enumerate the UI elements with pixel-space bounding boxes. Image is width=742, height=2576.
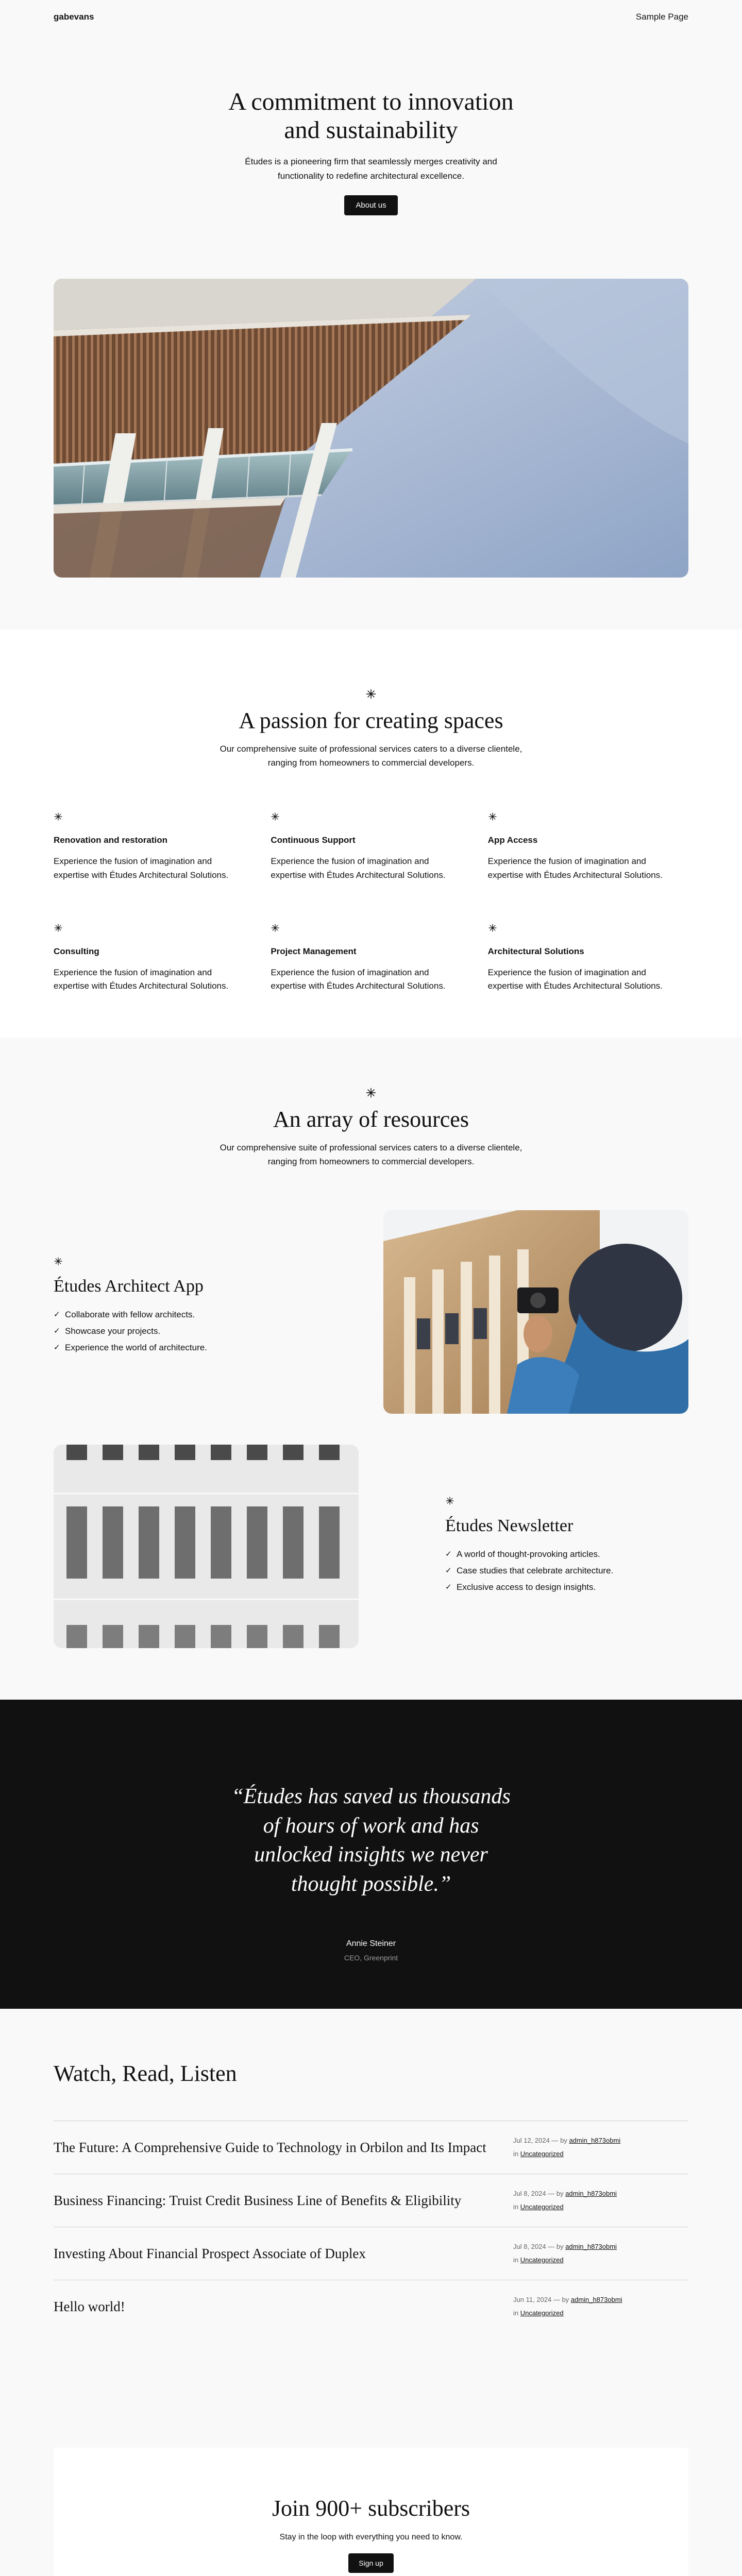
asterisk-icon bbox=[365, 688, 377, 700]
app-block bbox=[54, 1257, 207, 1356]
post-list bbox=[54, 2121, 688, 2333]
site-brand-link[interactable]: gabevans bbox=[54, 12, 94, 22]
services-section bbox=[0, 630, 742, 1038]
resources-text: Our comprehensive suite of professional services caters to a diverse clientele, ranging from homeowners to commercial developers. bbox=[220, 1142, 522, 1166]
post-date: Jul 8, 2024 bbox=[513, 2243, 546, 2250]
asterisk-icon bbox=[488, 812, 497, 821]
service-title: Consulting bbox=[54, 946, 99, 956]
post-date: Jul 8, 2024 bbox=[513, 2190, 546, 2197]
check-icon: ✓ bbox=[445, 1550, 452, 1558]
service-item bbox=[54, 923, 254, 993]
asterisk-icon bbox=[488, 923, 497, 933]
post-category-link[interactable]: Uncategorized bbox=[520, 2309, 564, 2317]
post-author-link[interactable]: admin_h873obmi bbox=[565, 2243, 617, 2250]
testimonial-quote: “Études has saved us thousands of hours of work and has unlocked insights we never thought possible.” bbox=[231, 1785, 511, 1896]
subscribe-section bbox=[0, 2436, 742, 2576]
service-text: Experience the fusion of imagination and expertise with Études Architectural Solutions. bbox=[271, 967, 446, 991]
nav-link-sample-page[interactable]: Sample Page bbox=[635, 12, 688, 22]
service-item bbox=[488, 812, 688, 882]
post-title-link[interactable]: The Future: A Comprehensive Guide to Technology in Orbilon and Its Impact bbox=[54, 2139, 486, 2155]
check-icon: ✓ bbox=[54, 1310, 60, 1319]
post-meta: Jul 8, 2024 — by admin_h873obmi in Uncategorized bbox=[513, 2190, 617, 2211]
post-meta: Jun 11, 2024 — by admin_h873obmi in Uncategorized bbox=[513, 2296, 622, 2317]
subscribe-title: Join 900+ subscribers bbox=[272, 2496, 470, 2521]
building-canopy-illustration bbox=[54, 279, 688, 578]
posts-section bbox=[0, 2009, 742, 2436]
service-text: Experience the fusion of imagination and expertise with Études Architectural Solutions. bbox=[487, 856, 663, 880]
resources-title: An array of resources bbox=[273, 1107, 469, 1132]
subscribe-card bbox=[54, 2448, 688, 2576]
asterisk-icon bbox=[54, 923, 63, 933]
list-item: ✓ Case studies that celebrate architecture. bbox=[445, 1563, 613, 1579]
newsletter-features bbox=[445, 1546, 613, 1596]
post-row bbox=[54, 2280, 688, 2333]
testimonial-author: Annie Steiner bbox=[346, 1939, 396, 1948]
hero-title: A commitment to innovation and sustainability bbox=[228, 88, 514, 144]
asterisk-icon bbox=[54, 812, 63, 821]
app-features bbox=[54, 1307, 207, 1356]
asterisk-icon bbox=[54, 1257, 63, 1266]
service-text: Experience the fusion of imagination and expertise with Études Architectural Solutions. bbox=[487, 967, 663, 991]
testimonial-role: CEO, Greenprint bbox=[344, 1953, 398, 1962]
post-category-link[interactable]: Uncategorized bbox=[520, 2150, 564, 2158]
about-us-button[interactable]: About us bbox=[344, 195, 397, 215]
testimonial-section bbox=[0, 1700, 742, 2009]
asterisk-icon bbox=[271, 923, 280, 933]
service-title: App Access bbox=[487, 835, 538, 845]
newsletter-title: Études Newsletter bbox=[445, 1516, 574, 1535]
check-icon: ✓ bbox=[445, 1566, 452, 1575]
building-facade-illustration bbox=[54, 1445, 359, 1648]
post-date: Jul 12, 2024 bbox=[513, 2137, 550, 2144]
check-icon: ✓ bbox=[54, 1327, 60, 1335]
services-grid bbox=[54, 812, 688, 993]
camera-photo-image bbox=[383, 1210, 688, 1414]
list-item: ✓ A world of thought-provoking articles. bbox=[445, 1546, 613, 1563]
hero-section bbox=[0, 34, 742, 630]
service-item bbox=[271, 923, 471, 993]
list-item: ✓ Exclusive access to design insights. bbox=[445, 1579, 613, 1596]
service-title: Project Management bbox=[271, 946, 357, 956]
newsletter-block bbox=[445, 1496, 613, 1596]
post-author-link[interactable]: admin_h873obmi bbox=[565, 2190, 617, 2197]
resources-section bbox=[0, 1038, 742, 1700]
post-category-link[interactable]: Uncategorized bbox=[520, 2256, 564, 2264]
post-title-link[interactable]: Investing About Financial Prospect Associate of Duplex bbox=[54, 2245, 366, 2261]
post-row bbox=[54, 2227, 688, 2280]
post-date: Jun 11, 2024 bbox=[513, 2296, 552, 2303]
subscribe-text: Stay in the loop with everything you need to know. bbox=[279, 2533, 463, 2541]
sign-up-button[interactable]: Sign up bbox=[348, 2553, 393, 2573]
service-text: Experience the fusion of imagination and expertise with Études Architectural Solutions. bbox=[271, 856, 446, 880]
service-item bbox=[488, 923, 688, 993]
asterisk-icon bbox=[271, 812, 280, 821]
asterisk-icon bbox=[445, 1496, 454, 1505]
services-title: A passion for creating spaces bbox=[239, 708, 503, 733]
facade-photo-image bbox=[54, 1445, 359, 1648]
service-text: Experience the fusion of imagination and expertise with Études Architectural Solutions. bbox=[54, 967, 229, 991]
app-title: Études Architect App bbox=[54, 1277, 204, 1296]
service-title: Renovation and restoration bbox=[54, 835, 168, 845]
service-title: Architectural Solutions bbox=[487, 946, 584, 956]
service-title: Continuous Support bbox=[271, 835, 356, 845]
check-icon: ✓ bbox=[54, 1343, 60, 1352]
list-item: ✓ Showcase your projects. bbox=[54, 1323, 207, 1340]
services-text: Our comprehensive suite of professional services caters to a diverse clientele, ranging from homeowners to commercial developers. bbox=[220, 743, 522, 768]
post-meta: Jul 8, 2024 — by admin_h873obmi in Uncategorized bbox=[513, 2243, 617, 2264]
post-author-link[interactable]: admin_h873obmi bbox=[570, 2296, 622, 2303]
post-category-link[interactable]: Uncategorized bbox=[520, 2203, 564, 2211]
photographer-illustration bbox=[383, 1210, 688, 1414]
hero-text: Études is a pioneering firm that seamlessly merges creativity and functionality to redefine architectural excellence. bbox=[245, 157, 497, 181]
posts-title: Watch, Read, Listen bbox=[54, 2061, 237, 2086]
post-title-link[interactable]: Hello world! bbox=[54, 2298, 125, 2314]
post-author-link[interactable]: admin_h873obmi bbox=[569, 2137, 621, 2144]
service-item bbox=[271, 812, 471, 882]
service-item bbox=[54, 812, 254, 882]
post-row bbox=[54, 2174, 688, 2227]
main-nav bbox=[636, 12, 688, 22]
hero-image bbox=[54, 279, 688, 578]
service-text: Experience the fusion of imagination and expertise with Études Architectural Solutions. bbox=[54, 856, 229, 880]
list-item: ✓ Collaborate with fellow architects. bbox=[54, 1307, 207, 1323]
post-row bbox=[54, 2121, 688, 2174]
asterisk-icon bbox=[365, 1087, 377, 1098]
post-meta: Jul 12, 2024 — by admin_h873obmi in Uncategorized bbox=[513, 2137, 621, 2158]
check-icon: ✓ bbox=[445, 1583, 452, 1591]
list-item: ✓ Experience the world of architecture. bbox=[54, 1340, 207, 1356]
site-header bbox=[0, 0, 742, 34]
post-title-link[interactable]: Business Financing: Truist Credit Business Line of Benefits & Eligibility bbox=[54, 2192, 462, 2208]
